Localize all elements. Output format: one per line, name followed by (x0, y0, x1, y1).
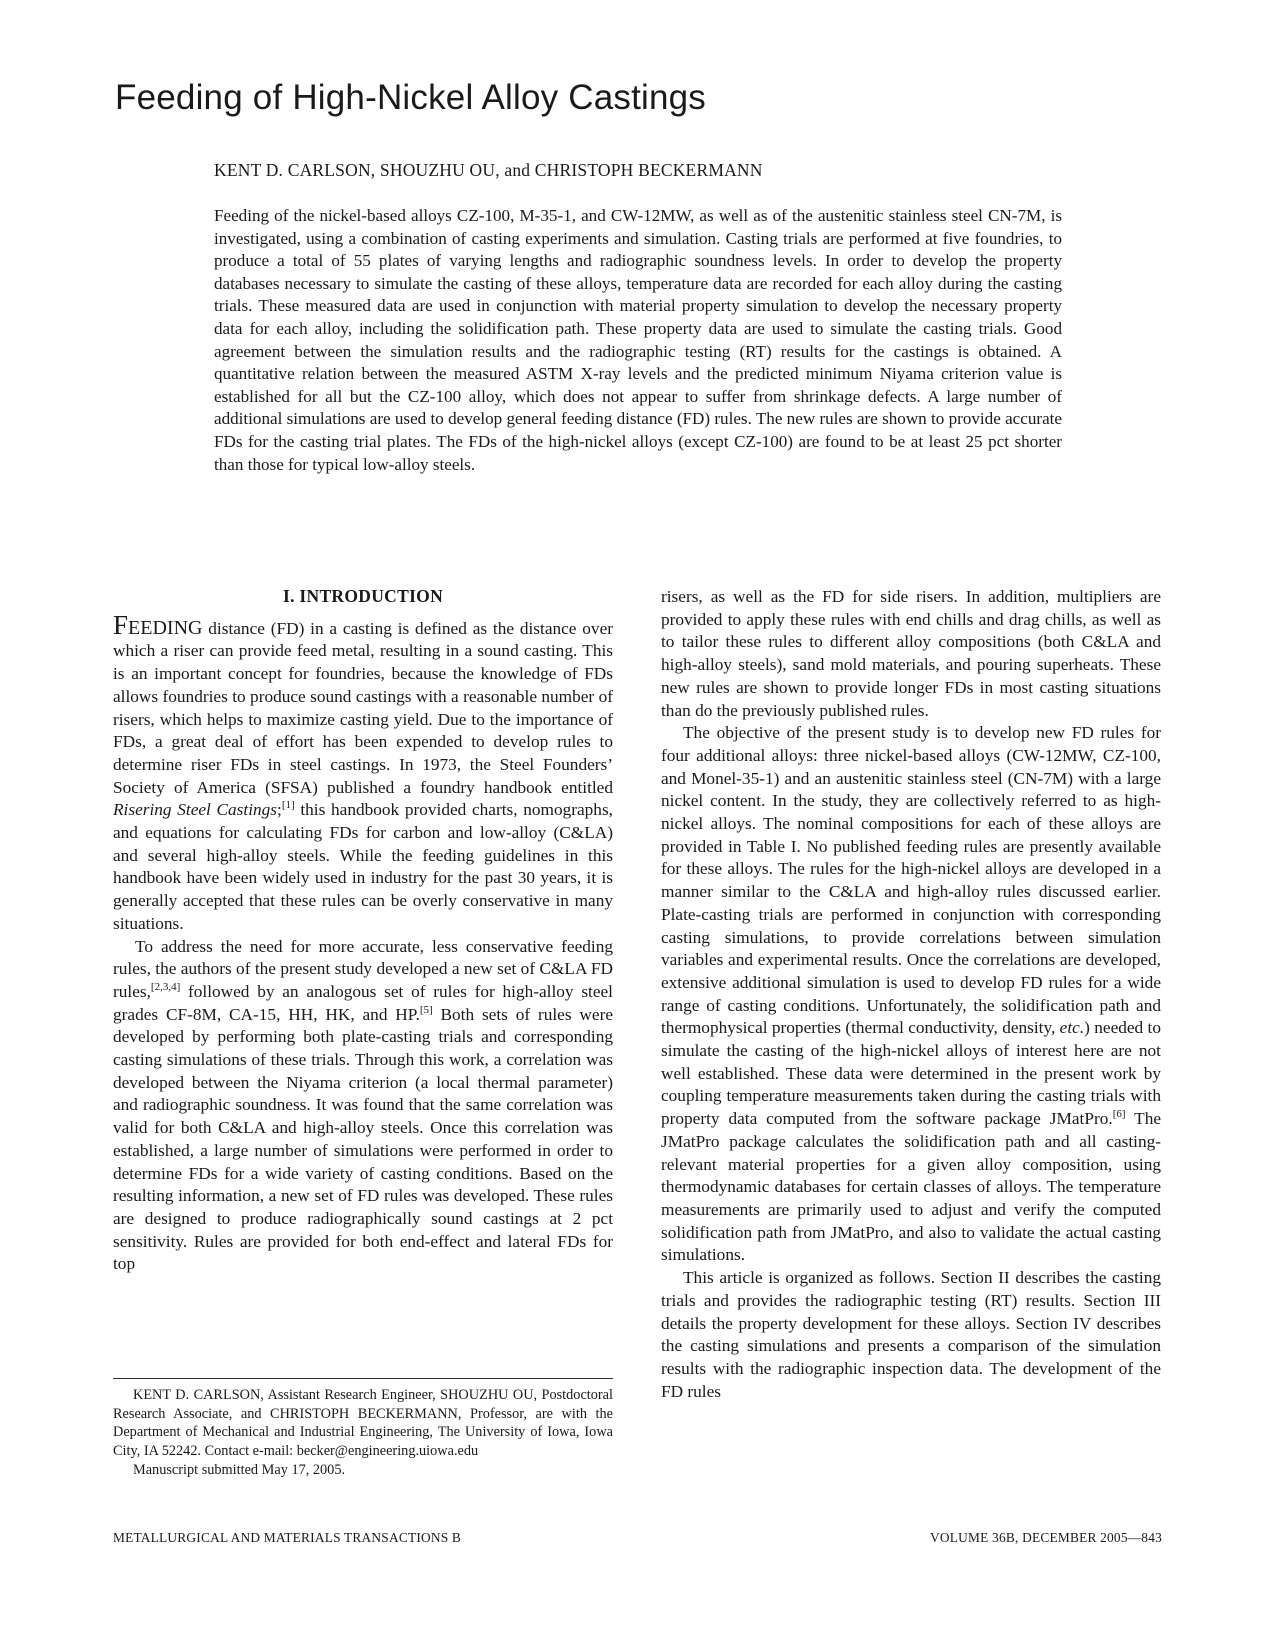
book-title-italic: Risering Steel Castings (113, 800, 278, 820)
paragraph-1 (113, 609, 613, 936)
citation-ref-5: [5] (419, 1003, 433, 1016)
paragraph-2-text-c: Both sets of rules were developed by performing both plate-casting trials and corresponding casting simulations of these trials. Through this work, a correlation was developed between the Niyama criterion (a local thermal parameter) and radiographic soundness. It was found that the same correlation was valid for both C&LA and high-alloy steels. Once this correlation was established, a large number of simulations were performed in order to determine FDs for a wide variety of casting conditions. Based on the resulting information, a new set of FD rules was developed. These rules are designed to produce radiographically sound castings at 2 pct sensitivity. Rules are provided for both end-effect and lateral FDs for top (113, 1004, 613, 1274)
paragraph-4-text-b: ) needed to simulate the casting of the high-nickel alloys of interest here are not well established. These data were determined in the present work by coupling temperature measurements taken during the casting trials with property data computed from the software package JMatPro. (661, 1018, 1161, 1129)
paragraph-1-text-c: this handbook provided charts, nomographs, and equations for calculating FDs for carbon and low-alloy (C&LA) and several high-alloy steels. While the feeding guidelines in this handbook have been widely used in industry for the past 30 years, it is generally accepted that these rules can be overly conservative in many situations. (113, 800, 613, 933)
paragraph-5: This article is organized as follows. Section II describes the casting trials and provides the radiographic testing (RT) results. Section III details the property development for these alloys. Section IV describes the casting simulations and presents a comparison of the simulation results with the radiographic inspection data. The development of the FD rules (661, 1268, 1161, 1401)
submission-date: Manuscript submitted May 17, 2005. (133, 1461, 346, 1478)
paragraph-2-text-a: To address the need for more accurate, less conservative feeding rules, the authors of the present study developed a new set of C&LA FD rules, (113, 936, 613, 1001)
journal-name: METALLURGICAL AND MATERIALS TRANSACTIONS B (113, 1530, 462, 1545)
left-column (113, 585, 613, 1276)
etc-italic: etc. (1059, 1018, 1085, 1038)
paragraph-4-text-c: The JMatPro package calculates the solidification path and all casting-relevant material properties for a given alloy composition, using thermodynamic databases for certain classes of alloys. The temperature measurements are primarily used to adjust and verify the computed solidification path from JMatPro, and also to validate the actual casting simulations. (661, 1109, 1161, 1265)
footnote-divider (113, 1378, 613, 1379)
drop-cap-letter: F (113, 609, 129, 640)
affiliation-text: KENT D. CARLSON, Assistant Research Engineer, SHOUZHU OU, Postdoctoral Research Associate, and CHRISTOPH BECKERMANN, Professor, are with the Department of Mechanical and Industrial Engineering, The University of Iowa, Iowa City, IA 52242. Contact e-mail: becker@engineering.uiowa.edu (113, 1387, 613, 1460)
paper-title: Feeding of High-Nickel Alloy Castings (115, 78, 707, 117)
citation-ref-6: [6] (1112, 1108, 1126, 1121)
author-list: KENT D. CARLSON, SHOUZHU OU, and CHRISTOPH BECKERMANN (214, 160, 763, 180)
paragraph-1-text-a: distance (FD) in a casting is defined as the distance over which a riser can provide feed metal, resulting in a sound casting. This is an important concept for foundries, because the knowledge of FDs allows foundries to produce sound castings with a reasonable number of risers, which helps to maximize casting yield. Due to the importance of FDs, a great deal of effort has been expended to develop rules to determine riser FDs in steel castings. In 1973, the Steel Founders’ Society of America (SFSA) published a foundry handbook entitled (113, 618, 613, 797)
paragraph-2-text-b: followed by an analogous set of rules for high-alloy steel grades CF-8M, CA-15, HH, HK, and HP. (113, 981, 613, 1024)
paragraph-2 (113, 936, 613, 1277)
abstract: Feeding of the nickel-based alloys CZ-100, M-35-1, and CW-12MW, as well as of the austenitic stainless steel CN-7M, is investigated, using a combination of casting experiments and simulation. Casting trials are performed at five foundries, to produce a total of 55 plates of varying lengths and radiographic soundness levels. In order to develop the property databases necessary to simulate the casting of these alloys, temperature data are recorded for each alloy during the casting trials. These measured data are used in conjunction with material property simulation to develop the necessary property data for each alloy, including the solidification path. These property data are used to simulate the casting trials. Good agreement between the simulation results and the radiographic testing (RT) results for the castings is obtained. A quantitative relation between the measured ASTM X-ray levels and the predicted minimum Niyama criterion value is established for all but the CZ-100 alloy, which does not appear to suffer from shrinkage defects. A large number of additional simulations are used to develop general feeding distance (FD) rules. The new rules are shown to provide accurate FDs for the casting trial plates. The FDs of the high-nickel alloys (except CZ-100) are found to be at least 25 pct shorter than those for typical low-alloy steels. (214, 206, 1062, 474)
right-column (661, 586, 1161, 1403)
paragraph-4-text-a: The objective of the present study is to develop new FD rules for four additional alloys: three nickel-based alloys (CW-12MW, CZ-100, and Monel-35-1) and an austenitic stainless steel (CN-7M) with a large nickel content. In the study, they are collectively referred to as high-nickel alloys. The nominal compositions for each of these alloys are provided in Table I. No published feeding rules are presently available for these alloys. The rules for the high-nickel alloys are developed in a manner similar to the C&LA and high-alloy rules discussed earlier. Plate-casting trials are performed in conjunction with corresponding casting simulations, to provide correlations between simulation variables and experimental results. Once the correlations are developed, extensive additional simulation is used to develop FD rules for a wide range of casting conditions. Unfortunately, the solidification path and thermophysical properties (thermal conductivity, density, (661, 723, 1161, 1038)
citation-ref-1: [1] (281, 799, 295, 812)
author-affiliation-footnote (113, 1386, 613, 1480)
paragraph-1-text-b: ; (277, 800, 282, 820)
paragraph-3: risers, as well as the FD for side risers. In addition, multipliers are provided to apply these rules with end chills and drag chills, as well as to tailor these rules to different alloy compositions (both C&LA and high-alloy steels), sand mold materials, and pouring superheats. These new rules are shown to provide longer FDs in most casting situations than do the previously published rules. (661, 587, 1161, 720)
volume-page-info: VOLUME 36B, DECEMBER 2005—843 (930, 1530, 1162, 1545)
small-caps-word: EEDING (128, 616, 203, 639)
section-heading-introduction: I. INTRODUCTION (282, 586, 444, 606)
citation-ref-2-3-4: [2,3,4] (150, 981, 181, 994)
paragraph-4 (661, 722, 1161, 1267)
